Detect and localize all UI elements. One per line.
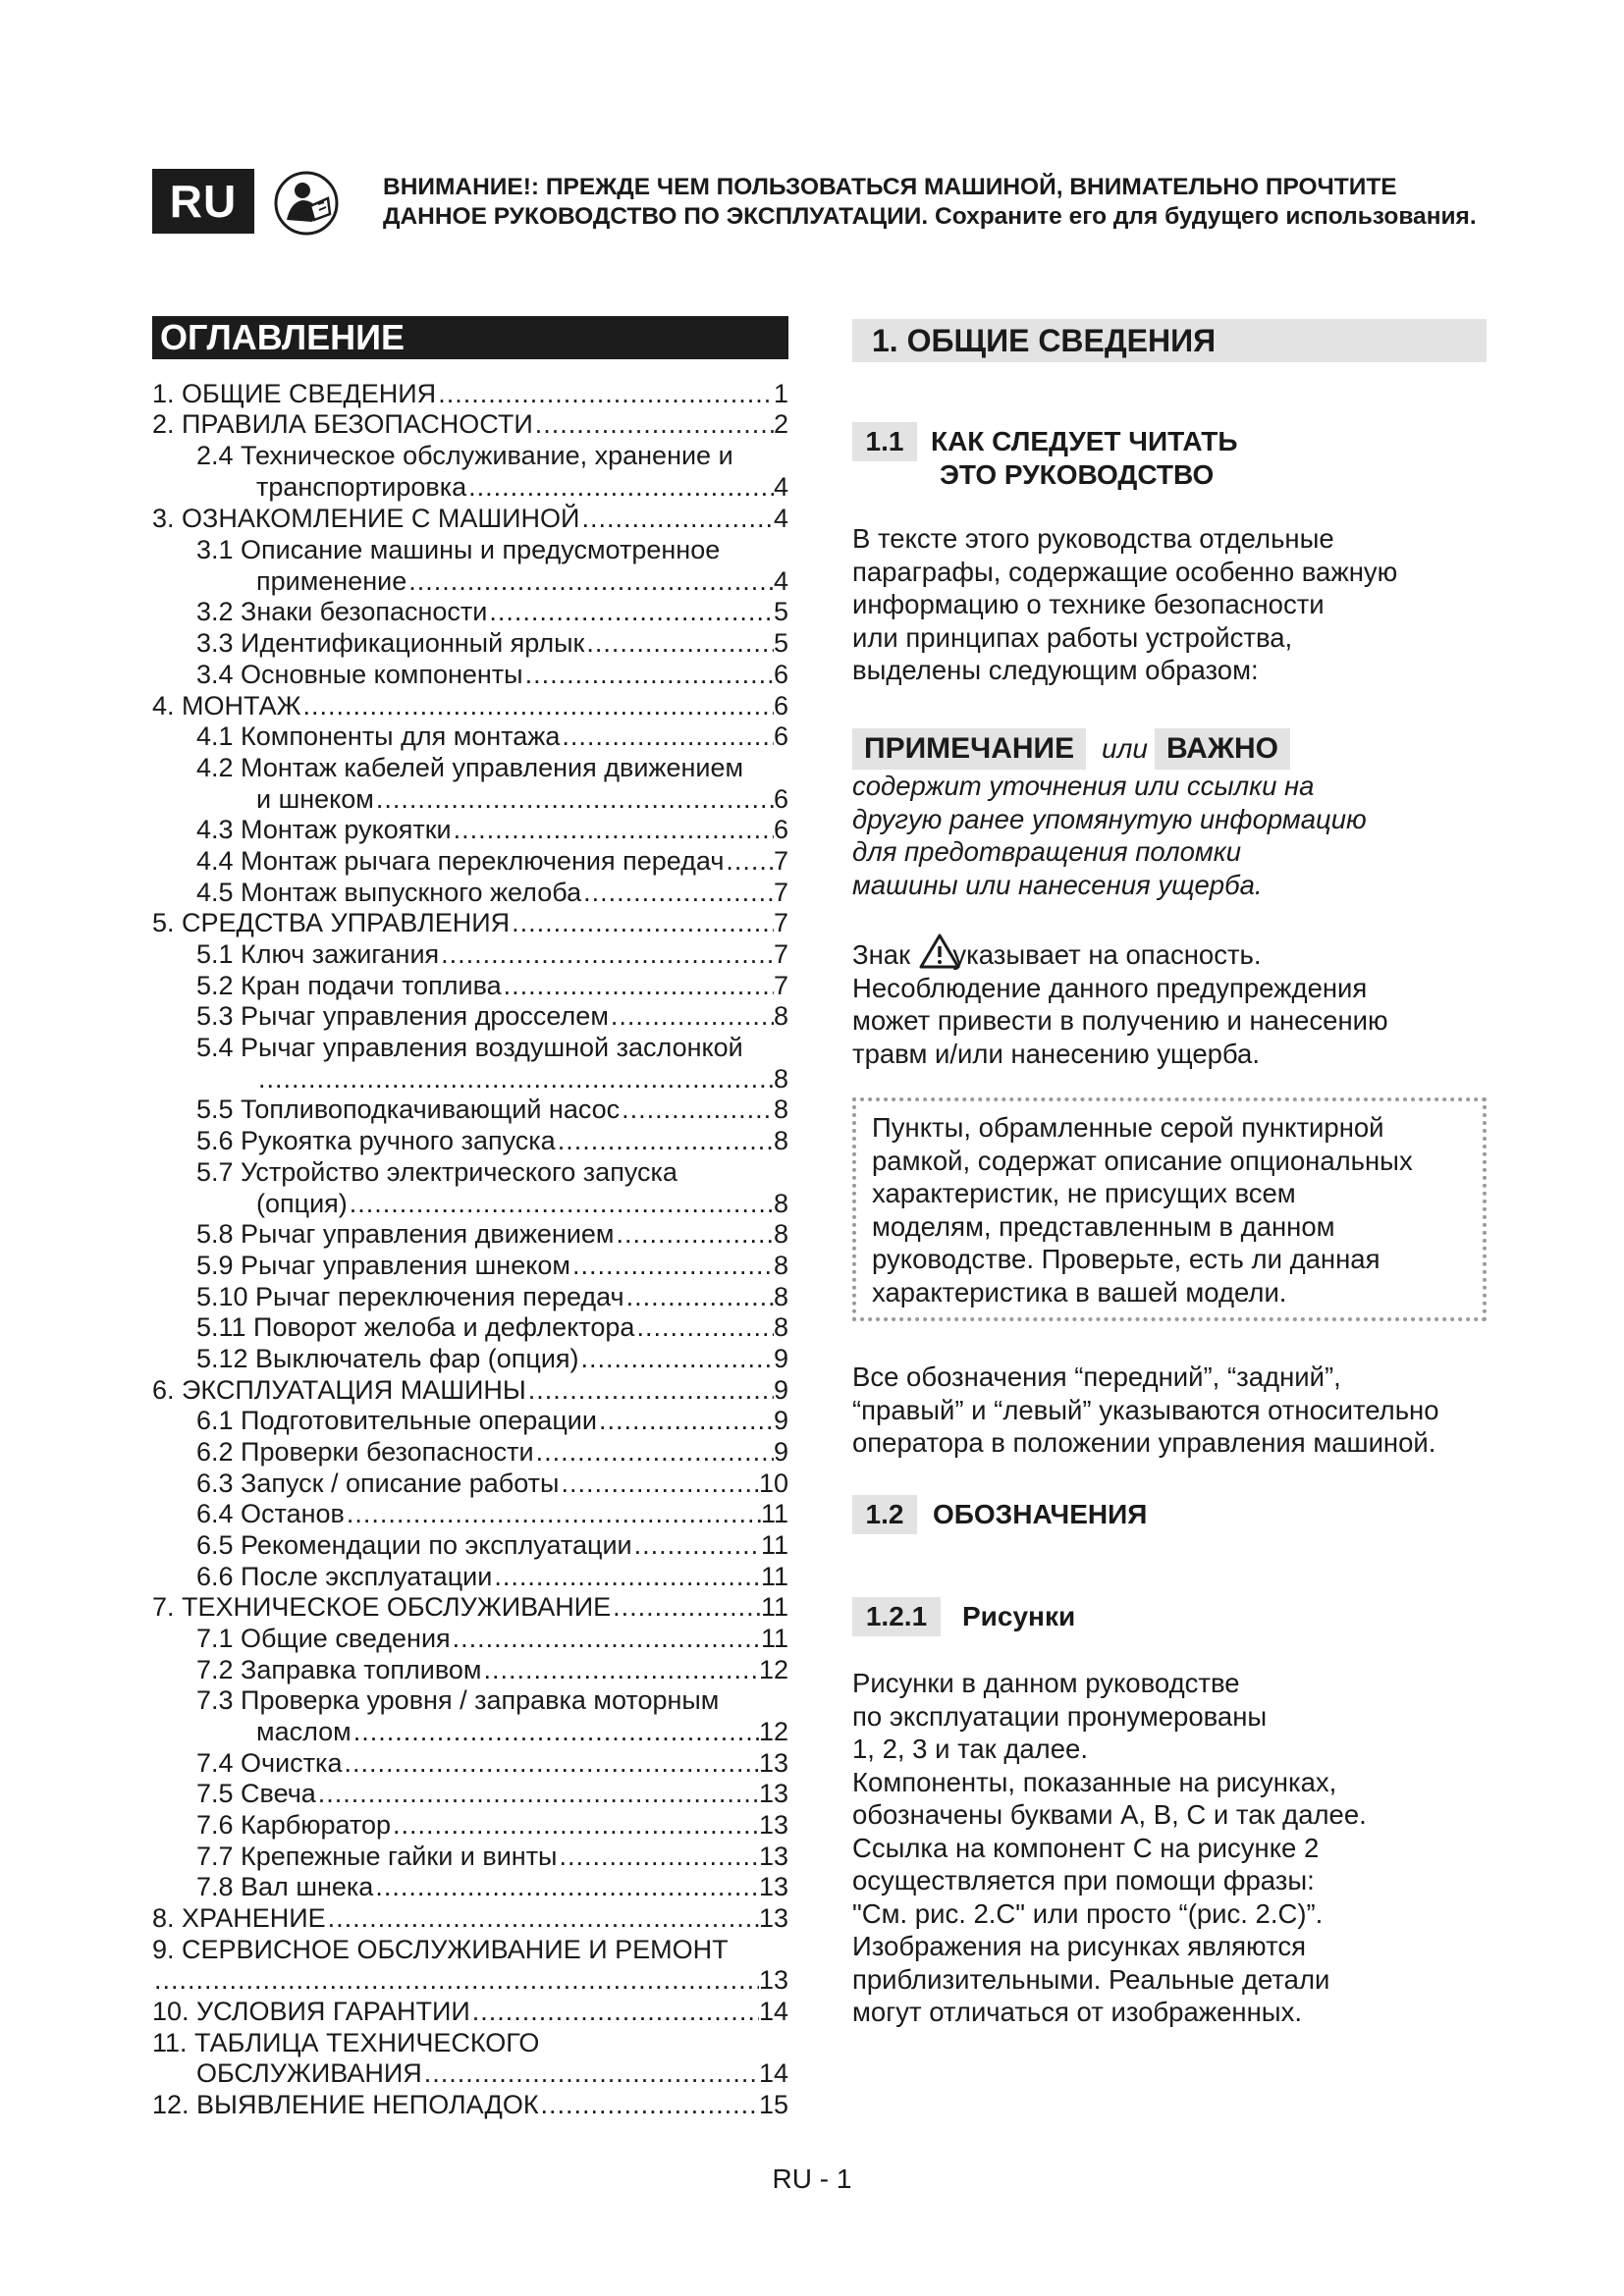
text-line: Пункты, обрамленные серой пунктирной: [872, 1112, 1384, 1143]
text-line: рамкой, содержат описание опциональных: [872, 1145, 1413, 1176]
toc-entry[interactable]: [152, 1282, 788, 1312]
toc-entry[interactable]: [152, 441, 788, 471]
toc-entry-title: 7.4 Очистка: [196, 1748, 343, 1778]
toc-entry-title: 4. МОНТАЖ: [152, 691, 301, 721]
toc-entry[interactable]: [152, 1095, 788, 1125]
subsection-1-2-1-title: Рисунки: [962, 1601, 1076, 1631]
text-line: параграфы, содержащие особенно важную: [852, 556, 1398, 587]
toc-entry-page: 11: [760, 1592, 788, 1622]
toc-entry-title: 6.4 Останов: [196, 1499, 345, 1528]
toc-entry[interactable]: [152, 1219, 788, 1250]
toc-entry-title: 3.3 Идентификационный ярлык: [196, 628, 585, 658]
toc-entry-page: 6: [773, 660, 788, 689]
toc-entry-title: 3. ОЗНАКОМЛЕНИЕ С МАШИНОЙ: [152, 504, 580, 533]
text-line: другую ранее упомянутую информацию: [852, 803, 1367, 834]
toc-entry[interactable]: [152, 691, 788, 721]
toc-leader-dots: [535, 409, 774, 440]
toc-leader-dots: [536, 1437, 774, 1468]
toc-entry[interactable]: [152, 1903, 788, 1934]
toc-entry-page: 9: [773, 1375, 788, 1405]
toc-entry[interactable]: [152, 1468, 788, 1499]
important-tag: ВАЖНО: [1155, 728, 1290, 770]
toc-entry[interactable]: [152, 379, 788, 409]
toc-entry-title: 10. УСЛОВИЯ ГАРАНТИИ: [152, 1997, 470, 2026]
toc-entry-page: 11: [760, 1530, 788, 1560]
toc-entry-title: 6.2 Проверки безопасности: [196, 1437, 534, 1467]
toc-leader-dots: [350, 1189, 774, 1219]
text-line: или принципах работы устройства,: [852, 621, 1293, 653]
toc-leader-dots: [438, 379, 774, 409]
text-line: Все обозначения “передний”, “задний”,: [852, 1362, 1341, 1392]
section-1-title: 1. ОБЩИЕ СВЕДЕНИЯ: [852, 319, 1487, 362]
toc-entry-title: 2.4 Техническое обслуживание, хранение и: [196, 441, 733, 470]
toc-entry-page: 6: [773, 784, 788, 814]
warning-text: [383, 173, 1600, 232]
text-line: "См. рис. 2.C" или просто “(рис. 2.C)”.: [852, 1897, 1324, 1929]
toc-entry[interactable]: [152, 1685, 788, 1716]
hazard-prefix: Знак: [852, 939, 918, 970]
toc-leader-dots: [454, 815, 774, 845]
toc-entry[interactable]: [152, 1748, 788, 1779]
toc-leader-dots: [424, 2058, 759, 2089]
toc-entry[interactable]: [152, 846, 788, 877]
toc-entry[interactable]: [152, 1935, 788, 1965]
text-line: Ссылка на компонент C на рисунке 2: [852, 1832, 1320, 1863]
text-line: руководстве. Проверьте, есть ли данная: [872, 1244, 1380, 1274]
toc-leader-dots: [726, 846, 774, 877]
text-line: оператора в положении управления машиной.: [852, 1427, 1436, 1458]
toc-entry-title: 6. ЭКСПЛУАТАЦИЯ МАШИНЫ: [152, 1375, 526, 1405]
toc-leader-dots: [303, 691, 774, 721]
subsection-1-2-1-number: 1.2.1: [852, 1597, 941, 1636]
toc-entry-title: 5.3 Рычаг управления дросселем: [196, 1001, 609, 1031]
toc-entry[interactable]: [152, 1624, 788, 1654]
note-tag: ПРИМЕЧАНИЕ: [852, 728, 1086, 770]
toc-entry-page: 8: [773, 1251, 788, 1280]
text-line: Компоненты, показанные на рисунках,: [852, 1766, 1337, 1797]
toc-entry-title: ОБСЛУЖИВАНИЯ: [196, 2058, 422, 2088]
toc-entry[interactable]: [152, 1437, 788, 1468]
toc-entry-page: 7: [773, 939, 788, 969]
toc-entry[interactable]: [152, 660, 788, 690]
toc-leader-dots: [393, 1810, 759, 1841]
toc-entry[interactable]: [152, 1157, 788, 1188]
text-line: В тексте этого руководства отдельные: [852, 523, 1334, 554]
toc-entry-title: 7.5 Свеча: [196, 1779, 316, 1808]
toc-leader-dots: [541, 2090, 759, 2120]
toc-leader-dots: [626, 1282, 774, 1312]
toc-entry-page: 13: [758, 1779, 788, 1808]
toc-entry[interactable]: [152, 1530, 788, 1561]
toc-entry[interactable]: [152, 1655, 788, 1685]
toc-entry-title: 5.4 Рычаг управления воздушной заслонкой: [196, 1033, 743, 1062]
figures-paragraph: [852, 1667, 1367, 2029]
toc-leader-dots: [344, 1748, 758, 1779]
toc-entry[interactable]: [152, 878, 788, 908]
toc-entry-title: 5.10 Рычаг переключения передач: [196, 1282, 624, 1311]
toc-leader-dots: [328, 1903, 759, 1934]
toc-entry-title: 5.1 Ключ зажигания: [196, 939, 440, 969]
subsection-1-2-number: 1.2: [852, 1495, 917, 1534]
toc-leader-dots: [613, 1592, 761, 1623]
toc-entry-title: транспортировка: [256, 472, 467, 502]
toc-leader-dots: [318, 1779, 759, 1809]
toc-entry[interactable]: [152, 939, 788, 970]
warning-line-1: ВНИМАНИЕ!: ПРЕЖДЕ ЧЕМ ПОЛЬЗОВАТЬСЯ МАШИНОЙ, ВНИМАТЕЛЬНО ПРОЧТИТЕ: [383, 174, 1397, 200]
toc-entry-page: 7: [773, 971, 788, 1000]
toc-entry[interactable]: [152, 815, 788, 845]
toc-entry-title: 6.6 После эксплуатации: [196, 1562, 493, 1591]
toc-leader-dots: [353, 1717, 759, 1747]
toc-entry[interactable]: [152, 1001, 788, 1032]
toc-entry-page: 13: [758, 1842, 788, 1871]
toc-leader-dots: [583, 878, 774, 908]
toc-entry[interactable]: [152, 1810, 788, 1841]
toc-leader-dots: [599, 1406, 774, 1436]
subsection-1-1-title-line-2: ЭТО РУКОВОДСТВО: [940, 459, 1215, 490]
toc-leader-dots: [581, 504, 774, 534]
toc-leader-dots: [154, 1965, 759, 1996]
toc-entry[interactable]: [152, 597, 788, 627]
toc-leader-dots: [375, 1872, 759, 1902]
text-line: машины или нанесения ущерба.: [852, 869, 1263, 900]
toc-leader-dots: [622, 1095, 774, 1125]
toc-entry[interactable]: [152, 2028, 788, 2058]
toc-entry[interactable]: [152, 721, 788, 752]
toc-entry-page: 7: [773, 908, 788, 937]
toc-entry-page: 11: [760, 1562, 788, 1591]
toc-entry-page: 6: [773, 721, 788, 751]
toc-entry[interactable]: [152, 1872, 788, 1902]
text-line: “правый” и “левый” указываются относительно: [852, 1394, 1439, 1425]
toc-entry[interactable]: [152, 1779, 788, 1809]
language-badge: RU: [152, 169, 254, 234]
toc-entry-title: 6.5 Рекомендации по эксплуатации: [196, 1530, 632, 1560]
toc-entry-page: 5: [773, 597, 788, 626]
toc-entry-page: 8: [773, 1095, 788, 1124]
toc-entry[interactable]: [152, 1344, 788, 1374]
toc-leader-dots: [558, 1126, 774, 1156]
toc-entry-title: и шнеком: [256, 784, 374, 814]
toc-entry-title: 4.5 Монтаж выпускного желоба: [196, 878, 582, 907]
toc-entry[interactable]: [152, 535, 788, 565]
toc-entry[interactable]: [152, 908, 788, 938]
toc-entry-title: 4.2 Монтаж кабелей управления движением: [196, 753, 744, 782]
toc-entry-title: маслом: [256, 1717, 352, 1746]
text-line: Несоблюдение данного предупреждения: [852, 972, 1368, 1003]
toc-entry-page: 14: [758, 1997, 788, 2026]
toc-entry-title: применение: [256, 566, 407, 596]
toc-entry[interactable]: [152, 1562, 788, 1592]
toc-entry-title: 4.4 Монтаж рычага переключения передач: [196, 846, 725, 876]
toc-entry-title: (опция): [256, 1189, 348, 1218]
toc-entry[interactable]: [152, 784, 788, 815]
toc-entry-title: 5.12 Выключатель фар (опция): [196, 1344, 579, 1373]
toc-entry-title: 7.2 Заправка топливом: [196, 1655, 482, 1684]
toc-entry[interactable]: [152, 971, 788, 1001]
subsection-1-2-title: ОБОЗНАЧЕНИЯ: [933, 1499, 1148, 1529]
page-number: RU - 1: [772, 2163, 852, 2194]
toc-entry-title: 4.1 Компоненты для монтажа: [196, 721, 561, 751]
toc-entry[interactable]: [152, 1033, 788, 1063]
subsection-1-1-title-line-1: КАК СЛЕДУЕТ ЧИТАТЬ: [931, 426, 1238, 456]
toc-title: ОГЛАВЛЕНИЕ: [152, 316, 788, 359]
toc-entry-page: 8: [773, 1219, 788, 1249]
toc-leader-dots: [489, 597, 774, 627]
toc-entry-page: 4: [773, 566, 788, 596]
toc-entry[interactable]: [152, 1126, 788, 1156]
text-line: может привести в получению и нанесению: [852, 1005, 1388, 1036]
toc-entry-page: 7: [773, 846, 788, 876]
hazard-icon: [918, 933, 961, 970]
toc-entry-title: 7.7 Крепежные гайки и винты: [196, 1842, 558, 1871]
intro-paragraph: [852, 522, 1397, 687]
toc-leader-dots: [258, 1064, 774, 1095]
toc-entry-page: 7: [773, 878, 788, 907]
toc-entry[interactable]: [152, 1842, 788, 1872]
text-line: моделям, представленным в данном: [872, 1210, 1335, 1242]
toc-entry-title: 7. ТЕХНИЧЕСКОЕ ОБСЛУЖИВАНИЕ: [152, 1592, 612, 1622]
text-line: выделены следующим образом:: [852, 655, 1259, 685]
text-line: содержит уточнения или ссылки на: [852, 771, 1315, 801]
toc-leader-dots: [528, 1375, 774, 1406]
toc-entry-title: 5.9 Рычаг управления шнеком: [196, 1251, 570, 1280]
toc-entry[interactable]: [152, 566, 788, 597]
toc-entry-title: 7.6 Карбюратор: [196, 1810, 392, 1840]
toc-entry-page: 6: [773, 815, 788, 844]
text-line: 1, 2, 3 и так далее.: [852, 1734, 1088, 1764]
toc-entry-page: 13: [758, 1965, 788, 1995]
text-line: по эксплуатации пронумерованы: [852, 1700, 1268, 1732]
text-line: травм и/или нанесению ущерба.: [852, 1038, 1260, 1069]
toc-leader-dots: [562, 721, 774, 752]
toc-entry-title: 5.6 Рукоятка ручного запуска: [196, 1126, 556, 1155]
toc-entry-title: 3.2 Знаки безопасности: [196, 597, 488, 626]
toc-entry-page: 13: [758, 1748, 788, 1778]
toc-entry-title: 5.8 Рычаг управления движением: [196, 1219, 615, 1249]
toc-entry-title: 7.3 Проверка уровня / заправка моторным: [196, 1685, 720, 1715]
toc-entry-page: 8: [773, 1312, 788, 1342]
toc-entry-title: 9. СЕРВИСНОЕ ОБСЛУЖИВАНИЕ И РЕМОНТ: [152, 1935, 729, 1964]
toc-entry-page: 8: [773, 1126, 788, 1155]
toc-leader-dots: [453, 1624, 761, 1654]
toc-leader-dots: [512, 908, 774, 938]
text-line: характеристика в вашей модели.: [872, 1276, 1287, 1308]
toc-entry-page: 10: [758, 1468, 788, 1498]
toc-entry-page: 2: [773, 409, 788, 439]
text-line: для предотвращения поломки: [852, 836, 1242, 867]
hazard-suffix: указывает на опасность.: [952, 939, 1262, 970]
toc-entry-page: 9: [773, 1437, 788, 1467]
toc-leader-dots: [483, 1655, 759, 1685]
toc-leader-dots: [525, 660, 774, 690]
text-line: могут отличаться от изображенных.: [852, 1997, 1302, 2027]
toc-leader-dots: [408, 566, 774, 597]
toc-entry-title: 8. ХРАНЕНИЕ: [152, 1903, 326, 1933]
toc-leader-dots: [634, 1530, 761, 1561]
text-line: характеристик, не присущих всем: [872, 1178, 1296, 1208]
toc-leader-dots: [636, 1312, 774, 1343]
toc-leader-dots: [586, 628, 774, 659]
text-line: информацию о технике безопасности: [852, 589, 1325, 619]
toc-leader-dots: [581, 1344, 774, 1374]
read-manual-icon: [273, 171, 340, 236]
orientation-paragraph: [852, 1361, 1439, 1460]
toc-entry-title: 1. ОБЩИЕ СВЕДЕНИЯ: [152, 379, 437, 408]
text-line: обозначены буквами A, B, C и так далее.: [852, 1799, 1367, 1830]
toc-entry-page: 14: [758, 2058, 788, 2088]
toc-entry[interactable]: [152, 504, 788, 534]
toc-entry-page: 4: [773, 504, 788, 533]
toc-leader-dots: [572, 1251, 774, 1281]
toc-leader-dots: [468, 472, 774, 503]
toc-entry-page: 15: [758, 2090, 788, 2119]
toc-entry[interactable]: [152, 1965, 788, 1996]
note-paragraph: [852, 770, 1367, 901]
toc-leader-dots: [561, 1468, 759, 1499]
text-line: Изображения на рисунках являются: [852, 1931, 1307, 1961]
toc-entry[interactable]: [152, 1251, 788, 1281]
toc-entry-title: 5.5 Топливоподкачивающий насос: [196, 1095, 621, 1124]
toc-entry-title: 4.3 Монтаж рукоятки: [196, 815, 452, 844]
toc-entry-title: 3.4 Основные компоненты: [196, 660, 523, 689]
toc-entry[interactable]: [152, 2090, 788, 2120]
toc-entry-page: 6: [773, 691, 788, 721]
toc-entry-page: 11: [760, 1624, 788, 1653]
text-line: осуществляется при помощи фразы:: [852, 1865, 1315, 1896]
toc-leader-dots: [616, 1219, 773, 1250]
toc-entry-title: 5. СРЕДСТВА УПРАВЛЕНИЯ: [152, 908, 511, 937]
text-line: Рисунки в данном руководстве: [852, 1668, 1240, 1698]
toc-entry[interactable]: [152, 2058, 788, 2089]
toc-entry-page: 4: [773, 472, 788, 502]
toc-entry-page: 8: [773, 1064, 788, 1094]
toc-entry-title: 7.8 Вал шнека: [196, 1872, 374, 1901]
toc-entry-page: 11: [760, 1499, 788, 1528]
warning-line-2: ДАННОЕ РУКОВОДСТВО ПО ЭКСПЛУАТАЦИИ. Сохраните его для будущего использования.: [383, 203, 1477, 230]
toc-entry-page: 5: [773, 628, 788, 658]
optional-features-text: [872, 1111, 1413, 1308]
toc-entry-page: 9: [773, 1406, 788, 1435]
toc-entry[interactable]: [152, 409, 788, 440]
toc-entry[interactable]: [152, 1375, 788, 1406]
toc-leader-dots: [559, 1842, 758, 1872]
toc-leader-dots: [472, 1997, 759, 2027]
toc-entry-title: 5.2 Кран подачи топлива: [196, 971, 502, 1000]
toc-entry[interactable]: [152, 1717, 788, 1747]
toc-entry-title: 12. ВЫЯВЛЕНИЕ НЕПОЛАДОК: [152, 2090, 539, 2119]
toc-entry-page: 13: [758, 1903, 788, 1933]
toc-entry[interactable]: [152, 1997, 788, 2027]
toc-leader-dots: [494, 1562, 761, 1592]
toc-entry-page: 13: [758, 1872, 788, 1901]
text-line: приблизительными. Реальные детали: [852, 1963, 1330, 1995]
toc-entry-title: 6.1 Подготовительные операции: [196, 1406, 597, 1435]
or-label: или: [1102, 733, 1148, 764]
toc-entry-title: 6.3 Запуск / описание работы: [196, 1468, 560, 1498]
toc-leader-dots: [347, 1499, 761, 1529]
toc-entry[interactable]: [152, 472, 788, 503]
toc-leader-dots: [611, 1001, 774, 1032]
toc-entry[interactable]: [152, 1499, 788, 1529]
toc-leader-dots: [504, 971, 774, 1001]
toc-entry-page: 8: [773, 1189, 788, 1218]
toc-entry[interactable]: [152, 1406, 788, 1436]
toc-entry-title: 3.1 Описание машины и предусмотренное: [196, 535, 721, 564]
toc-entry-page: 13: [758, 1810, 788, 1840]
toc-entry[interactable]: [152, 1189, 788, 1219]
toc-entry-page: 9: [773, 1344, 788, 1373]
hazard-paragraph: [852, 933, 1388, 1070]
subsection-1-1-number: 1.1: [852, 422, 917, 461]
toc-entry-title: 11. ТАБЛИЦА ТЕХНИЧЕСКОГО: [152, 2028, 540, 2057]
toc-entry-title: 7.1 Общие сведения: [196, 1624, 451, 1653]
hazard-line: [852, 933, 1388, 972]
toc-entry-page: 1: [773, 379, 788, 408]
toc-entry-page: 8: [773, 1001, 788, 1031]
toc-entry[interactable]: [152, 1592, 788, 1623]
toc-entry[interactable]: [152, 1064, 788, 1095]
toc-entry[interactable]: [152, 753, 788, 783]
toc-entry-page: 12: [758, 1717, 788, 1746]
toc-entry[interactable]: [152, 628, 788, 659]
toc-entry[interactable]: [152, 1312, 788, 1343]
toc-entry-title: 2. ПРАВИЛА БЕЗОПАСНОСТИ: [152, 409, 533, 439]
toc-entry-title: 5.11 Поворот желоба и дефлектора: [196, 1312, 635, 1342]
toc-leader-dots: [376, 784, 774, 815]
toc-entry-page: 8: [773, 1282, 788, 1311]
toc-leader-dots: [441, 939, 774, 970]
toc-entry-page: 12: [758, 1655, 788, 1684]
toc-entry-title: 5.7 Устройство электрического запуска: [196, 1157, 677, 1187]
